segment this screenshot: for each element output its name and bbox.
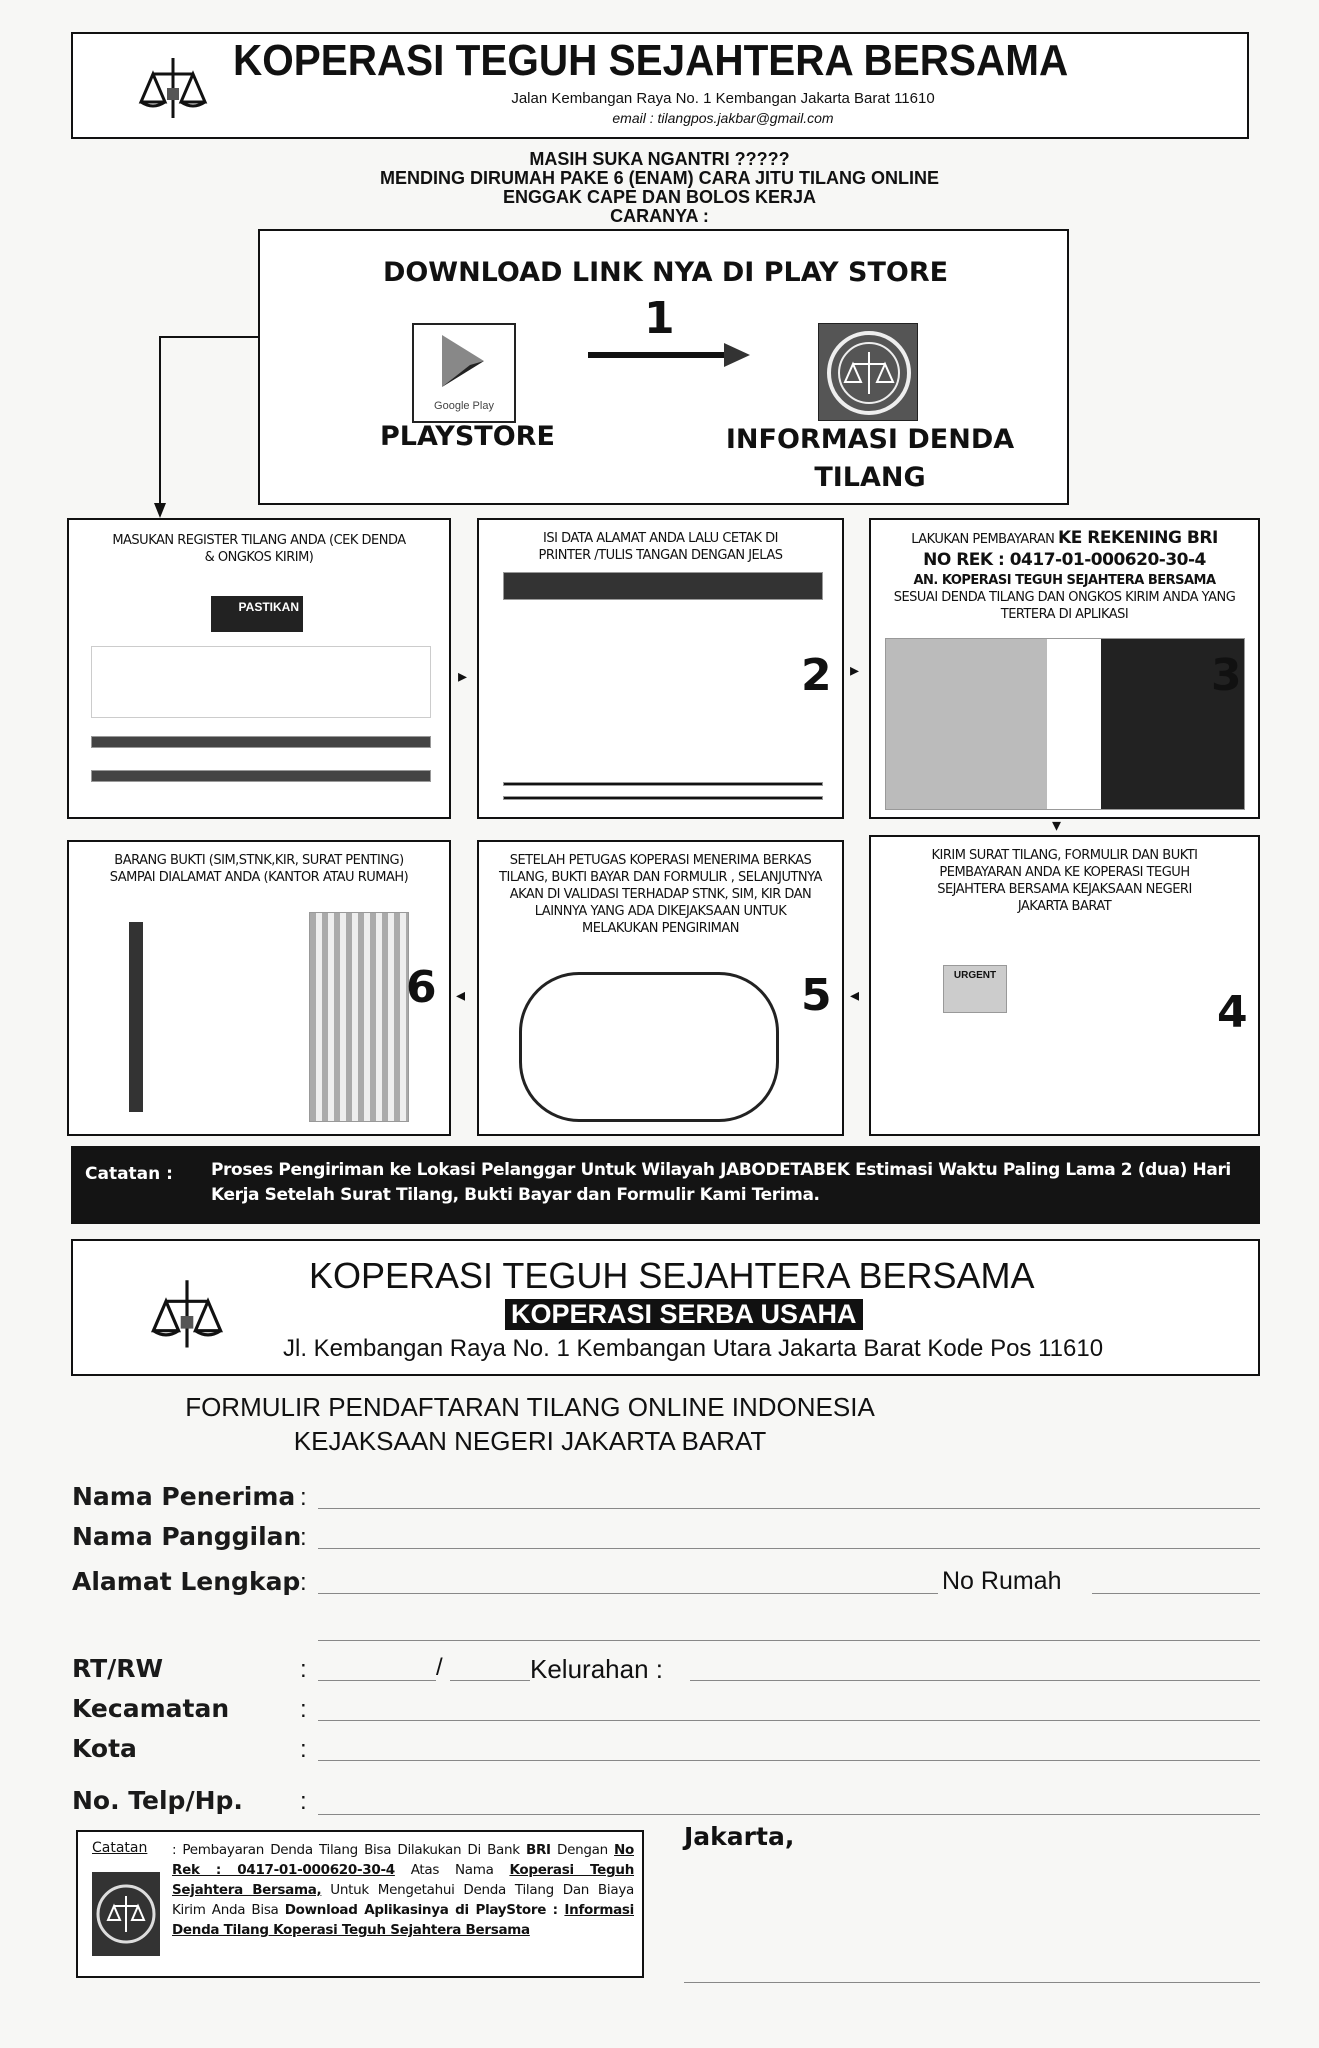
label-alamat: Alamat Lengkap: [72, 1567, 301, 1596]
urgent-package-illustration: [943, 965, 1007, 1013]
step-3-text-a: LAKUKAN PEMBAYARAN: [911, 532, 1059, 547]
colon: :: [300, 1656, 307, 1683]
note-rek: No Rek : 0417-01-000620-30-4: [172, 1842, 634, 1878]
account-holder: AN. KOPERASI TEGUH SEJAHTERA BERSAMA: [913, 573, 1216, 588]
app-name-label: [700, 421, 1040, 497]
step-6-text: BARANG BUKTI (SIM,STNK,KIR, SURAT PENTING) SAMPAI DIALAMAT ANDA (KANTOR ATAU RUMAH): [109, 853, 409, 885]
form-bar: [91, 770, 431, 782]
org-email: email : tilangpos.jakbar@gmail.com: [612, 110, 834, 126]
form-title-line-2: KEJAKSAAN NEGERI JAKARTA BARAT: [293, 1426, 767, 1456]
form-letterhead: [71, 1239, 1260, 1376]
note-p1: : Pembayaran Denda Tilang Bisa Dilakukan Di Bank: [172, 1842, 526, 1858]
arrow-left-icon: ◂: [850, 985, 860, 1005]
kelurahan-field[interactable]: [690, 1680, 1260, 1681]
org-address: Jalan Kembangan Raya No. 1 Kembangan Jakarta Barat 11610: [511, 90, 935, 107]
intro-line: MASIH SUKA NGANTRI ?????: [529, 149, 790, 169]
google-play-icon: [412, 323, 516, 423]
step-5-panel: [477, 840, 844, 1136]
label-telp: No. Telp/Hp.: [72, 1786, 243, 1815]
step-3-text-c: SESUAI DENDA TILANG DAN ONGKOS KIRIM ANDA YANG TERTERA DI APLIKASI: [893, 590, 1236, 622]
label-rtrw: RT/RW: [72, 1654, 164, 1683]
step-register-panel: [67, 518, 451, 819]
label-nama-panggilan: Nama Panggilan: [72, 1522, 302, 1551]
pastikan-text: PASTIKAN: [238, 600, 299, 614]
step-1-panel: [258, 229, 1069, 505]
urgent-text: URGENT: [953, 970, 997, 981]
telp-field[interactable]: [318, 1814, 1260, 1815]
form-bar: [503, 796, 823, 800]
intro-line: MENDING DIRUMAH PAKE 6 (ENAM) CARA JITU TILANG ONLINE: [380, 168, 939, 188]
intro-line: ENGGAK CAPE DAN BOLOS KERJA: [502, 187, 817, 207]
kota-field[interactable]: [318, 1760, 1260, 1761]
form-org-sub: KOPERASI SERBA USAHA: [505, 1299, 863, 1330]
step-6-number: 6: [406, 962, 437, 1013]
step-5-number: 5: [801, 970, 832, 1021]
arrow-down-icon: ▾: [1052, 815, 1062, 835]
note-bar: [71, 1146, 1260, 1224]
step-2-text: ISI DATA ALAMAT ANDA LALU CETAK DI PRINTER /TULIS TANGAN DENGAN JELAS: [538, 531, 783, 563]
motorbike-illustration: [519, 972, 779, 1122]
nama-panggilan-field[interactable]: [318, 1548, 1260, 1549]
google-play-text: Google Play: [434, 400, 494, 412]
step-3-panel: [869, 518, 1260, 819]
arrow-right-icon: ▸: [850, 660, 860, 680]
step-1-number: 1: [644, 293, 675, 344]
form-title-line-1: FORMULIR PENDAFTARAN TILANG ONLINE INDONESIA: [185, 1392, 875, 1422]
step-4-number: 4: [1217, 987, 1248, 1038]
note-name: Koperasi Teguh Sejahtera Bersama,: [172, 1862, 635, 1898]
rw-field[interactable]: [450, 1680, 530, 1681]
colon: :: [300, 1524, 307, 1551]
colon: :: [300, 1569, 307, 1596]
courier-illustration: [129, 922, 209, 1112]
signature-line[interactable]: [684, 1982, 1260, 1983]
form-title: [130, 1390, 930, 1458]
address-form-header: [503, 572, 823, 600]
atm-illustration: [885, 638, 1245, 810]
colon: :: [300, 1788, 307, 1815]
payment-note-label: Catatan: [92, 1840, 148, 1856]
colon: :: [300, 1484, 307, 1511]
label-nama-penerima: Nama Penerima: [72, 1482, 296, 1511]
step-4-text: KIRIM SURAT TILANG, FORMULIR DAN BUKTI PEMBAYARAN ANDA KE KOPERASI TEGUH SEJAHTERA BERSAMA KEJAKSAAN NEGERI JAKARTA BARAT: [931, 848, 1198, 914]
step-6-panel: [67, 840, 451, 1136]
app-logo-icon: [818, 323, 918, 421]
alamat-field[interactable]: [318, 1593, 938, 1594]
colon: :: [300, 1696, 307, 1723]
org-name: KOPERASI TEGUH SEJAHTERA BERSAMA: [233, 36, 1069, 85]
signature-place: Jakarta,: [684, 1822, 795, 1851]
scales-logo-icon: [133, 48, 213, 128]
arrow-right-icon: [588, 343, 752, 372]
note-p2: Dengan: [556, 1842, 614, 1858]
letterhead: [71, 32, 1249, 139]
scales-logo-icon: [145, 1271, 229, 1361]
colon: :: [300, 1736, 307, 1763]
step-4-panel: [869, 835, 1260, 1136]
note-app: Informasi Denda Tilang Koperasi Teguh Sejahtera Bersama: [172, 1902, 634, 1938]
playstore-label: PLAYSTORE: [380, 421, 555, 452]
door-illustration: [309, 912, 409, 1122]
register-form-screenshot: [91, 646, 431, 718]
step-2-number: 2: [801, 650, 832, 701]
step-2-panel: [477, 518, 844, 819]
intro-text: [0, 150, 1319, 226]
step-3-number: 3: [1211, 650, 1242, 701]
note-bar-label: Catatan :: [85, 1164, 173, 1184]
pastikan-badge: [211, 596, 303, 632]
kecamatan-field[interactable]: [318, 1720, 1260, 1721]
note-p3: Atas Nama: [394, 1862, 510, 1878]
label-kelurahan: Kelurahan :: [530, 1654, 663, 1684]
app-name-line-1: INFORMASI DENDA: [725, 424, 1015, 455]
app-seal-icon: [92, 1872, 160, 1956]
app-name-line-2: TILANG: [814, 462, 926, 493]
note-bri: BRI: [525, 1842, 551, 1858]
label-kecamatan: Kecamatan: [72, 1694, 230, 1723]
arrow-right-icon: ▸: [458, 666, 468, 686]
label-no-rumah: No Rumah: [942, 1567, 1062, 1595]
rtrw-separator: /: [436, 1654, 443, 1681]
nama-penerima-field[interactable]: [318, 1508, 1260, 1509]
step-register-text: MASUKAN REGISTER TILANG ANDA (CEK DENDA & ONGKOS KIRIM): [112, 533, 406, 565]
step-3-text: [871, 520, 1258, 623]
form-bar: [503, 782, 823, 786]
payment-note-box: [76, 1830, 644, 1978]
form-org-name: KOPERASI TEGUH SEJAHTERA BERSAMA: [309, 1255, 1035, 1296]
bank-account-number: NO REK : 0417-01-000620-30-4: [923, 550, 1206, 570]
payment-note-text: [172, 1840, 634, 1940]
form-org-address: Jl. Kembangan Raya No. 1 Kembangan Utara Jakarta Barat Kode Pos 11610: [283, 1335, 1104, 1362]
connector-arrow-icon: [150, 335, 262, 525]
form-bar: [91, 736, 431, 748]
intro-line: CARANYA :: [610, 206, 709, 226]
rt-field[interactable]: [318, 1680, 436, 1681]
step-1-title: DOWNLOAD LINK NYA DI PLAY STORE: [382, 257, 949, 288]
step-3-text-b: KE REKENING BRI: [1058, 528, 1218, 548]
alamat-field-line-2[interactable]: [318, 1640, 1260, 1641]
arrow-left-icon: ◂: [456, 985, 466, 1005]
step-5-text: SETELAH PETUGAS KOPERASI MENERIMA BERKAS TILANG, BUKTI BAYAR DAN FORMULIR , SELANJUTNYA AKAN DI VALIDASI TERHADAP STNK, SIM, KIR DAN LAINNYA YANG ADA DIKEJAKSAAN UNTUK MELAKUKAN PENGIRIMAN: [499, 853, 822, 936]
no-rumah-field[interactable]: [1092, 1593, 1260, 1594]
note-bar-text: Proses Pengiriman ke Lokasi Pelanggar Untuk Wilayah JABODETABEK Estimasi Waktu Paling Lama 2 (dua) Hari Kerja Setelah Surat Tilang, Bukti Bayar dan Formulir Kami Terima.: [211, 1160, 1231, 1205]
note-p5: Download Aplikasinya di PlayStore :: [284, 1902, 565, 1918]
note-p4: Untuk Mengetahui Denda Tilang Dan Biaya Kirim Anda Bisa: [172, 1882, 634, 1918]
label-kota: Kota: [72, 1734, 137, 1763]
